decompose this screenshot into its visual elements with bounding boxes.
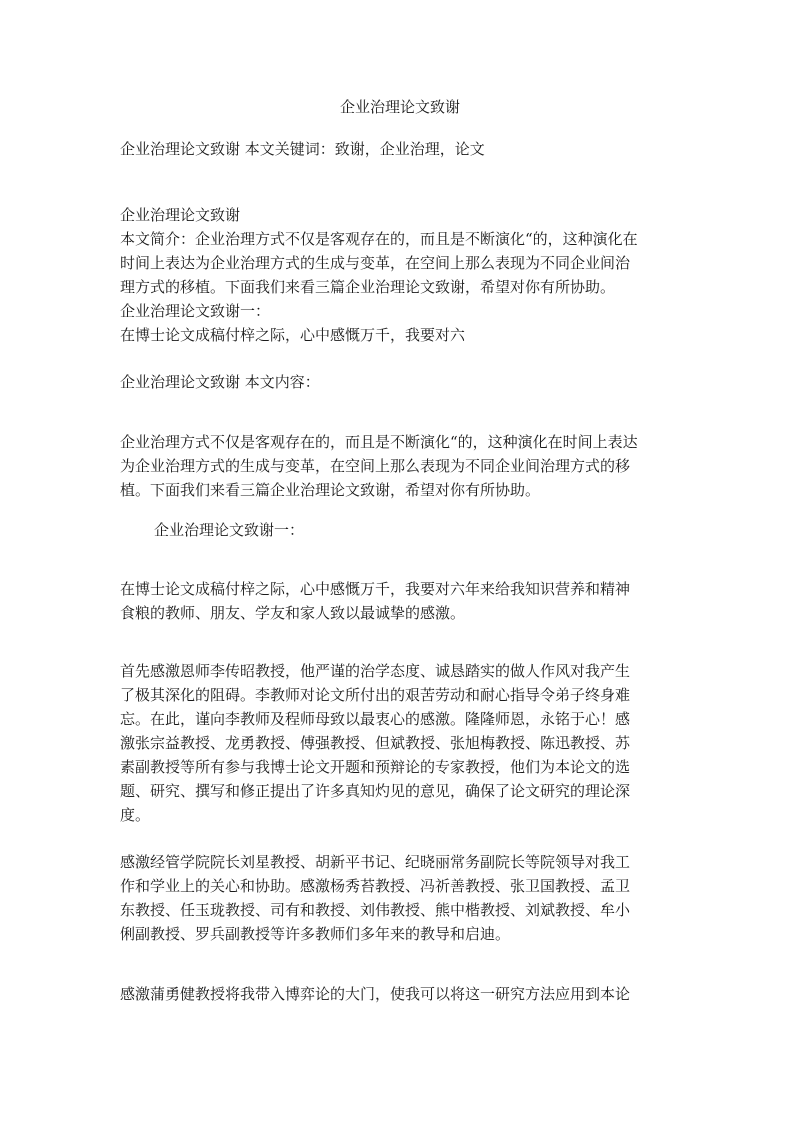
paragraph-line: 感激蒲勇健教授将我带入博弈论的大门，使我可以将这一研究方法应用到本论 [120,985,631,1003]
summary-intro-line: 时间上表达为企业治理方式的生成与变革，在空间上那么表现为不同企业间治 [120,254,631,272]
paragraph-3 [120,659,672,827]
paragraph-5 [120,982,672,1006]
paragraph-line: 度。 [120,806,151,824]
paragraph-line: 激张宗益教授、龙勇教授、傅强教授、但斌教授、张旭梅教授、陈迅教授、苏 [120,734,631,752]
paragraph-1 [120,430,672,502]
paragraph-line: 食粮的教师、朋友、学友和家人致以最诚挚的感激。 [120,604,466,622]
paragraph-line: 素副教授等所有参与我博士论文开题和预辩论的专家教授，他们为本论文的选 [120,758,631,776]
summary-block [120,203,672,347]
section-1-heading: 企业治理论文致谢一： [154,521,305,539]
paragraph-line: 了极其深化的阻碍。李教师对论文所付出的艰苦劳动和耐心指导令弟子终身难 [120,686,631,704]
paragraph-line: 东教授、任玉珑教授、司有和教授、刘伟教授、熊中楷教授、刘斌教授、牟小 [120,901,631,919]
summary-excerpt: 在博士论文成稿付梓之际，心中感慨万千，我要对六 [120,326,466,344]
paragraph-4 [120,850,672,946]
paragraph-line: 在博士论文成稿付梓之际，心中感慨万千，我要对六年来给我知识营养和精神 [120,580,631,598]
summary-sub-heading: 企业治理论文致谢一： [120,302,271,320]
summary-intro-line: 本文简介：企业治理方式不仅是客观存在的，而且是不断演化“的，这种演化在 [120,230,638,248]
paragraph-line: 为企业治理方式的生成与变革，在空间上那么表现为不同企业间治理方式的移 [120,457,631,475]
paragraph-line: 感激经管学院院长刘星教授、胡新平书记、纪晓丽常务副院长等院领导对我工 [120,853,631,871]
summary-heading: 企业治理论文致谢 [120,206,241,224]
paragraph-line: 植。下面我们来看三篇企业治理论文致谢，希望对你有所协助。 [120,481,541,499]
paragraph-2 [120,577,672,625]
paragraph-line: 忘。在此，谨向李教师及程师母致以最衷心的感激。隆隆师恩，永铭于心！感 [120,710,631,728]
paragraph-line: 俐副教授、罗兵副教授等许多教师们多年来的教导和启迪。 [120,925,511,943]
paragraph-line: 企业治理方式不仅是客观存在的，而且是不断演化“的，这种演化在时间上表达 [120,433,638,451]
content-label: 企业治理论文致谢 本文内容： [120,373,320,391]
paragraph-line: 首先感激恩师李传昭教授，他严谨的治学态度、诚恳踏实的做人作风对我产生 [120,662,631,680]
paragraph-line: 题、研究、撰写和修正提出了许多真知灼见的意见，确保了论文研究的理论深 [120,782,631,800]
paragraph-line: 作和学业上的关心和协助。感激杨秀苔教授、冯祈善教授、张卫国教授、孟卫 [120,877,631,895]
document-title: 企业治理论文致谢 [339,98,460,116]
summary-intro-line: 理方式的移植。下面我们来看三篇企业治理论文致谢，希望对你有所协助。 [120,278,616,296]
keywords-line: 企业治理论文致谢 本文关键词：致谢，企业治理，论文 [120,140,485,158]
